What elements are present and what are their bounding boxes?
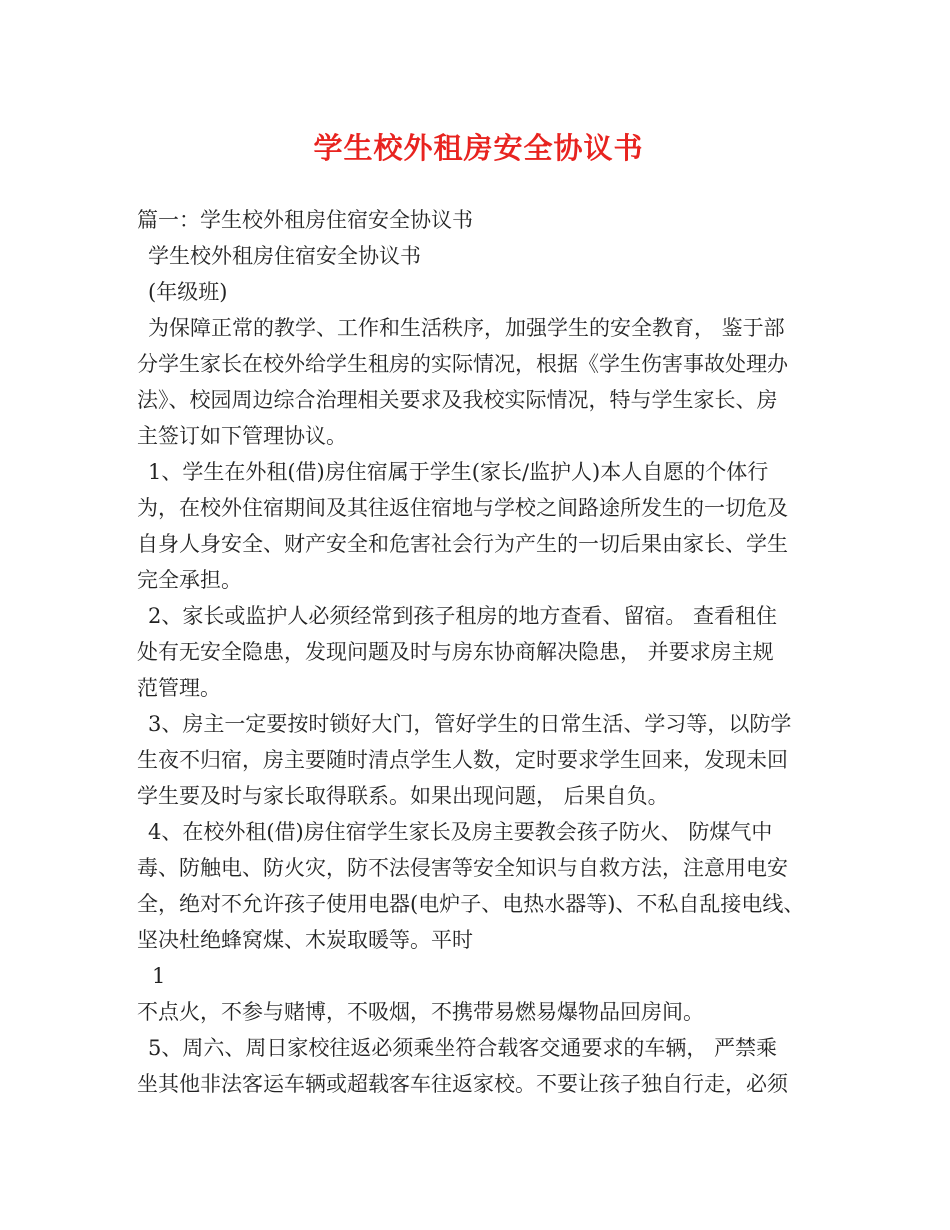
clause-5-line: 坐其他非法客运车辆或超载客车往返家校。不要让孩子独自行走，必须 <box>137 1072 788 1096</box>
grade-class-line: (年级班) <box>148 280 228 304</box>
clause-4-line: 不点火，不参与赌博，不吸烟，不携带易燃易爆物品回房间。 <box>137 1000 704 1024</box>
clause-4-line: 坚决杜绝蜂窝煤、木炭取暖等。平时 <box>137 928 473 952</box>
clause-3-line: 3、房主一定要按时锁好大门，管好学生的日常生活、学习等，以防学 <box>148 712 792 736</box>
clause-1-line: 完全承担。 <box>137 568 242 592</box>
clause-4-line: 4、在校外租(借)房住宿学生家长及房主要教会孩子防火、 防煤气中 <box>148 820 773 844</box>
agreement-subtitle: 学生校外租房住宿安全协议书 <box>148 244 421 268</box>
clause-1-line: 为，在校外住宿期间及其往返住宿地与学校之间路途所发生的一切危及 <box>137 496 788 520</box>
clause-5-line: 5、周六、周日家校往返必须乘坐符合载客交通要求的车辆， 严禁乘 <box>148 1036 778 1060</box>
page-number: 1 <box>152 964 166 988</box>
clause-3-line: 学生要及时与家长取得联系。如果出现问题， 后果自负。 <box>137 784 669 808</box>
clause-1-line: 自身人身安全、财产安全和危害社会行为产生的一切后果由家长、学生 <box>137 532 788 556</box>
document-body <box>137 202 820 1102</box>
clause-2-line: 范管理。 <box>137 676 221 700</box>
paragraph-line: 为保障正常的教学、工作和生活秩序，加强学生的安全教育， 鉴于部 <box>148 316 785 340</box>
document-title: 学生校外租房安全协议书 <box>313 131 644 165</box>
clause-2-line: 2、家长或监护人必须经常到孩子租房的地方查看、留宿。 查看租住 <box>148 604 778 628</box>
section-heading: 篇一：学生校外租房住宿安全协议书 <box>137 208 473 232</box>
paragraph-line: 法》、校园周边综合治理相关要求及我校实际情况，特与学生家长、房 <box>137 388 778 412</box>
paragraph-line: 分学生家长在校外给学生租房的实际情况，根据《学生伤害事故处理办 <box>137 352 788 376</box>
clause-3-line: 生夜不归宿，房主要随时清点学生人数，定时要求学生回来，发现未回 <box>137 748 788 772</box>
clause-1-line: 1、学生在外租(借)房住宿属于学生(家长/监护人)本人自愿的个体行 <box>148 460 769 484</box>
clause-4-line: 全，绝对不允许孩子使用电器(电炉子、电热水器等)、不私自乱接电线、 <box>137 892 805 916</box>
clause-2-line: 处有无安全隐患，发现问题及时与房东协商解决隐患， 并要求房主规 <box>137 640 774 664</box>
clause-4-line: 毒、防触电、防火灾，防不法侵害等安全知识与自救方法，注意用电安 <box>137 856 788 880</box>
paragraph-line: 主签订如下管理协议。 <box>137 424 347 448</box>
